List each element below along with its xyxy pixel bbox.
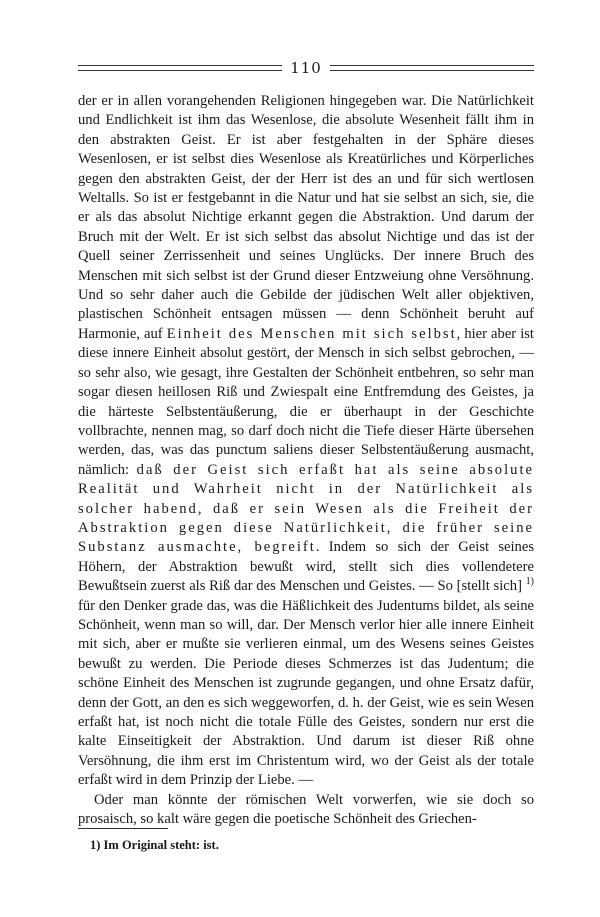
text-run: , hier aber ist diese innere Einheit absolut gestört, der Mensch in sich selbst gebrochen, — so sehr also, wie gesagt, ihre Gestalten der Schönheit entbehren, so sehr man sogar diesen heillosen Riß und Zwiespalt eine Entfremdung des Geistes, ja die härteste Selbstentäußerung, die er überhaupt in der Geschichte vollbrachte, nennen mag, so darf doch nicht die Tiefe dieser Härte übersehen werden, das, was das punctum saliens dieser Selbstentäußerung ausmacht, nämlich:: [78, 325, 534, 478]
spaced-emphasis: daß der Geist sich erfaßt hat als seine absolute Realität und Wahrheit nicht in der Natürlichkeit als solcher habend, daß er sein Wesen als die Freiheit der Abstraktion gegen diese Natürlichkeit, die früher seine Substanz ausmachte, begreift: [78, 461, 534, 556]
spaced-emphasis: Einheit des Menschen mit sich selbst: [166, 325, 457, 342]
text-run: der er in allen vorangehenden Religionen hingegeben war. Die Natürlichkeit und Endlichkeit ist ihm das Wesenlose, die absolute Wesenheit fällt ihm in den abstrakten Geist. Er ist aber festgehalten in der Sphäre dieses Wesenlosen, er ist selbst dies Wesenlose als Kreatürliches und Körperliches gegen den abstrakten Geist, der der Herr ist des an und für sich wertlosen Weltalls. So ist er festgebannt in die Natur und hat sie selbst an sich, sie, die er als das absolut Nichtige erkannt gegen die Abstraktion. Und darum der Bruch mit der Welt. Er ist sich selbst das absolut Nichtige und das ist der Quell seiner Zerrissenheit und seines Unglücks. Der innere Bruch des Menschen mit sich selbst ist der Grund dieser Entzweiung ohne Versöhnung. Und so sehr daher auch die Gebilde der jüdischen Welt aller objektiven, plastischen Schönheit entsagen müssen — denn Schönheit beruht auf Harmonie, auf: [78, 93, 534, 342]
footnote-marker: 1): [90, 838, 101, 852]
paragraph: [78, 92, 534, 791]
header-rule-right: [330, 65, 534, 71]
body-text: [78, 92, 534, 829]
page-number: 110: [290, 59, 322, 77]
text-run: Oder man könnte der römischen Welt vorwerfen, wie sie doch so prosaisch, so kalt wäre gegen die poetische Schönheit des Griechen-: [78, 791, 534, 828]
paragraph: [78, 791, 534, 830]
footnote-reference: 1): [525, 576, 534, 588]
footnote: [90, 838, 530, 853]
text-run: für den Denker grade das, was die Häßlichkeit des Judentums bildet, als seine Schönheit, wenn man so will, dar. Der Mensch verlor hier alle innere Einheit mit sich, aber er mußte sie verlieren einmal, um des Wesens seines Geistes bewußt zu werden. Die Periode dieses Schmerzes ist das Judentum; die schöne Einheit des Menschen ist zugrunde gegangen, und ohne Ersatz dafür, denn der Gott, an den es sich weggeworfen, d. h. der Geist, wie es sein Wesen erfaßt hat, ist noch nicht die totale Fülle des Geistes, sondern nur erst die kalte Einseitigkeit der Abstraktion. Und darum ist dieser Riß ohne Versöhnung, die ihm erst im Christentum wird, wo der Geist als der totale erfaßt wird in dem Prinzip der Liebe. —: [78, 597, 534, 789]
page-header: [78, 58, 534, 78]
footnote-text: Im Original steht: ist.: [103, 838, 219, 852]
header-rule-left: [78, 65, 282, 71]
footnote-rule: [78, 828, 168, 829]
text-run: . Indem so sich der Geist seines Höhern, der Abstraktion bewußt wird, stellt sich dies vollendetere Bewußtsein zuerst als Riß dar des Menschen und Geistes. — So [stellt sich]: [78, 539, 534, 595]
